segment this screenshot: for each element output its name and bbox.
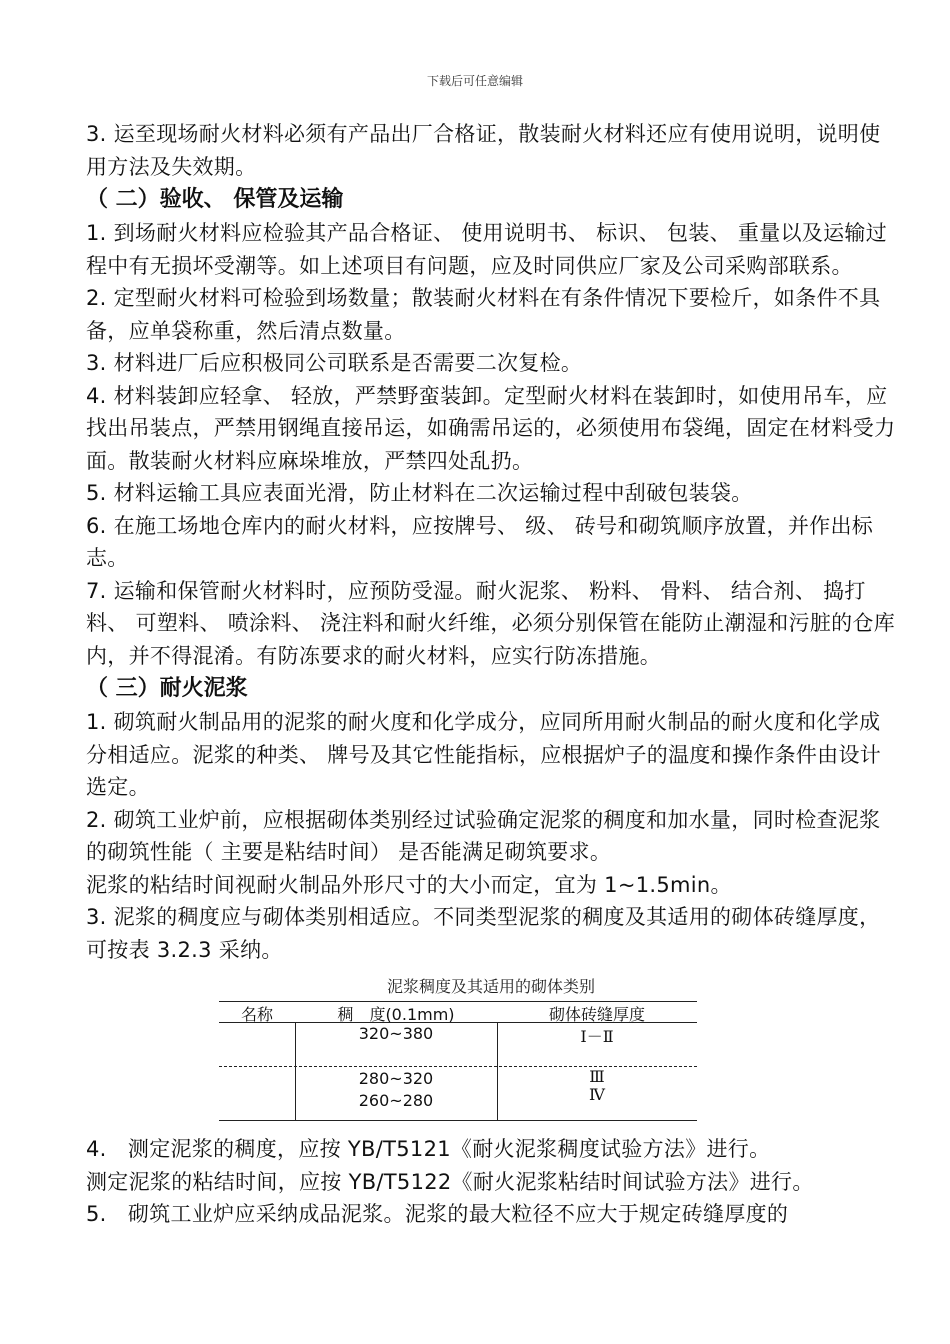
list-item: 7. 运输和保管耐火材料时，应预防受湿。耐火泥浆、 粉料、 骨料、 结合剂、 捣打料、 可塑料、 喷涂料、 浇注料和耐火纤维，必须分别保管在能防止潮湿和污脏的仓库内，并不得混淆。有防冻要求的耐火材料，应实行防冻措施。 — [86, 578, 896, 668]
list-item: 2. 砌筑工业炉前，应根据砌体类别经过试验确定泥浆的稠度和加水量，同时检查泥浆的砌筑性能（ 主要是粘结时间） 是否能满足砌筑要求。 — [86, 807, 881, 864]
table-cell-value: 260~280 — [358, 1091, 434, 1110]
paragraph: 3. 运至现场耐火材料必须有产品出厂合格证，散装耐火材料还应有使用说明，说明使用方法及失效期。 — [86, 122, 881, 179]
table-header-joint: 砌体砖缝厚度 — [548, 1005, 645, 1024]
paragraph: 泥浆的粘结时间视耐火制品外形尺寸的大小而定，宜为 1~1.5min。 — [86, 872, 732, 897]
table-cell-class: Ⅲ — [589, 1067, 605, 1086]
table-cell-value: 320~380 — [358, 1024, 434, 1043]
list-item: 1. 砌筑耐火制品用的泥浆的耐火度和化学成分，应同所用耐火制品的耐火度和化学成分相适应。泥浆的种类、 牌号及其它性能指标，应根据炉子的温度和操作条件由设计选定。 — [86, 710, 882, 799]
list-item: 6. 在施工场地仓库内的耐火材料，应按牌号、 级、 砖号和砌筑顺序放置，并作出标志。 — [86, 513, 874, 570]
paragraph: 测定泥浆的粘结时间，应按 YB/T5122《耐火泥浆粘结时间试验方法》进行。 — [86, 1169, 814, 1194]
section-heading: （ 三）耐火泥浆 — [86, 676, 248, 701]
consistency-table — [219, 1001, 697, 1121]
list-item: 5. 砌筑工业炉应采纳成品泥浆。泥浆的最大粒径不应大于规定砖缝厚度的 — [86, 1202, 789, 1226]
table-bottom-rule — [219, 1120, 697, 1121]
section-heading: （ 二）验收、 保管及运输 — [86, 187, 344, 212]
table-cell-class: Ⅳ — [589, 1085, 605, 1104]
table-header-rule — [219, 1022, 697, 1023]
page-header: 下载后可任意编辑 — [426, 74, 523, 88]
table-header-name: 名称 — [240, 1005, 273, 1024]
list-item: 2. 定型耐火材料可检验到场数量；散装耐火材料在有条件情况下要检斤，如条件不具备，应单袋称重，然后清点数量。 — [86, 286, 881, 343]
table-title: 泥浆稠度及其适用的砌体类别 — [386, 977, 595, 996]
list-item: 3. 泥浆的稠度应与砌体类别相适应。不同类型泥浆的稠度及其适用的砌体砖缝厚度，可按表 3.2.3 采纳。 — [86, 905, 881, 962]
list-item: 4. 材料装卸应轻拿、 轻放，严禁野蛮装卸。定型耐火材料在装卸时，如使用吊车，应找出吊装点，严禁用钢绳直接吊运，如确需吊运的，必须使用布袋绳，固定在材料受力面。散装耐火材料应麻垛堆放，严禁四处乱扔。 — [86, 383, 896, 473]
list-item: 4. 测定泥浆的稠度，应按 YB/T5121《耐火泥浆稠度试验方法》进行。 — [86, 1137, 771, 1161]
list-item: 1. 到场耐火材料应检验其产品合格证、 使用说明书、 标识、 包装、 重量以及运输过程中有无损坏受潮等。如上述项目有问题，应及时同供应厂家及公司采购部联系。 — [86, 221, 888, 278]
document-body — [86, 118, 896, 1231]
table-cell-value: 280~320 — [358, 1069, 434, 1088]
table-header-consistency: 稠 度(0.1mm) — [337, 1005, 455, 1024]
table-cell-class: Ⅰ－Ⅱ — [580, 1027, 614, 1046]
list-item: 3. 材料进厂后应积极同公司联系是否需要二次复检。 — [86, 351, 583, 375]
list-item: 5. 材料运输工具应表面光滑，防止材料在二次运输过程中刮破包装袋。 — [86, 481, 753, 505]
